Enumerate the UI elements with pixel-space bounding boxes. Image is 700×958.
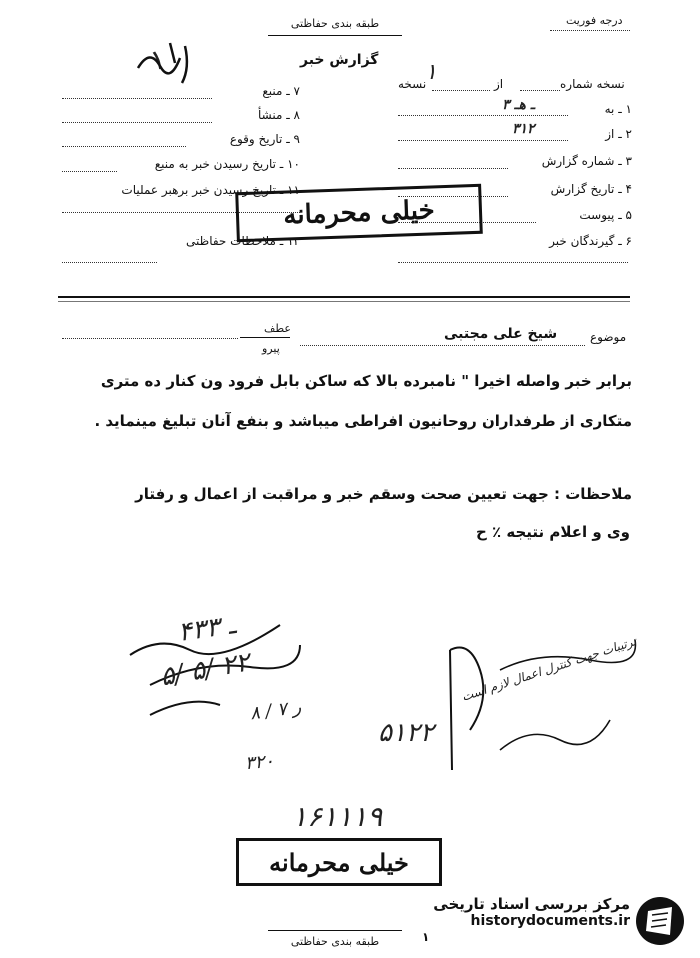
field-recipients-label: ۶ ـ گیرندگان خبر <box>549 234 632 248</box>
priority-value-line <box>550 30 630 31</box>
field-origin-line <box>62 122 212 123</box>
copy-number-line <box>520 90 560 91</box>
handwritten-ref-number: ۴ـ ۳۳ <box>176 610 238 648</box>
field-to-value: ۳ ـ هـ <box>502 97 535 113</box>
subject-value: شیخ علی مجتبی <box>444 326 558 342</box>
field-from-line <box>398 140 568 141</box>
separator-top <box>58 296 630 298</box>
classification-top-line <box>268 35 402 36</box>
field-event-date-label: ۹ ـ تاریخ وقوع <box>229 132 300 146</box>
field-security-notes-label: ۱۲ ـ ملاحظات حفاظتی <box>186 234 300 248</box>
field-from-value: ۳۱۲ <box>512 121 535 137</box>
body-line-2: متکاری از طرفداران روحانیون افراطی میباشد و بنفع آنان تبلیغ مینماید . <box>94 412 632 430</box>
archive-number: ۱۶۱۱۱۹ <box>292 800 383 833</box>
handwritten-note-small: ر ۷ / ۸ <box>248 696 303 725</box>
field-report-number-label: ۳ ـ شماره گزارش <box>541 154 632 168</box>
classification-bottom-line <box>268 930 402 931</box>
copy-from-label: از <box>494 77 504 91</box>
handwritten-date: ۵/ ۵/ ۲۲ <box>158 647 252 693</box>
field-operations-receipt-date-label: ۱۱ ـ تاریخ رسیدن خبر برهبر عملیات <box>121 183 300 197</box>
watermark-title: مرکز بررسی اسناد تاریخی <box>433 895 630 913</box>
separator-top-thin <box>58 301 630 302</box>
classification-top: طبقه بندی حفاظتی <box>290 17 380 30</box>
copy-from-line <box>432 90 490 91</box>
copy-number-label: نسخه شماره <box>560 77 625 91</box>
field-to-line <box>398 115 568 116</box>
field-report-number-line <box>398 168 508 169</box>
field-security-notes-line <box>62 262 157 263</box>
watermark <box>430 895 630 929</box>
field-from-label: ۲ ـ از <box>605 127 632 141</box>
handwritten-note1: ۵۱۲۲ <box>378 718 434 748</box>
copy-label: نسخه <box>398 77 427 91</box>
field-attachment-label: ۵ ـ پیوست <box>579 208 632 222</box>
copy-number-handwritten: ۱ <box>425 60 437 85</box>
report-title: گزارش خبر <box>300 52 379 68</box>
field-to-label: ۱ ـ به <box>604 102 632 116</box>
remarks-line-2: وی و اعلام نتیجه ٪ ح <box>475 523 630 541</box>
field-event-date-line <box>62 146 186 147</box>
handwritten-scribble-top <box>130 38 200 88</box>
subject-line <box>300 345 585 346</box>
peyro-label: پیرو <box>262 342 280 355</box>
field-source-receipt-date-line <box>62 171 117 172</box>
field-report-date-label: ۴ ـ تاریخ گزارش <box>550 182 632 196</box>
bottom-classification-stamp: خیلی محرمانه <box>236 838 442 886</box>
subject-label: موضوع <box>590 330 627 344</box>
field-recipients-line <box>398 262 628 263</box>
watermark-url: historydocuments.ir <box>470 913 630 929</box>
signature-text: ترتیبات جهت کنترل اعمال لازم است <box>459 634 639 704</box>
classification-bottom: طبقه بندی حفاظتی <box>290 935 380 948</box>
field-source-label: ۷ ـ منبع <box>262 84 300 98</box>
field-origin-label: ۸ ـ منشأ <box>257 108 300 122</box>
body-line-1: برابر خبر واصله اخیرا " نامبرده بالا که ساکن بابل فرود ون کنار ده متری <box>100 372 632 390</box>
atf-label: عطف <box>264 322 291 335</box>
field-source-receipt-date-label: ۱۰ ـ تاریخ رسیدن خبر به منبع <box>154 157 300 171</box>
top-classification-stamp: خیلی محرمانه <box>235 184 483 243</box>
handwritten-note2: ۳۲۰ <box>244 750 275 775</box>
atf-line <box>62 338 238 339</box>
handwritten-top-note: ۱ <box>141 42 170 79</box>
remarks-line-1: ملاحظات : جهت تعیین صحت وسقم خبر و مراقبت از اعمال و رفتار <box>135 485 632 503</box>
atf-peyro-divider <box>240 337 290 338</box>
page-mark: ۱ <box>422 930 430 944</box>
field-source-line <box>62 98 212 99</box>
priority-label: درجه فوریت <box>566 14 623 27</box>
archive-logo <box>634 895 686 947</box>
